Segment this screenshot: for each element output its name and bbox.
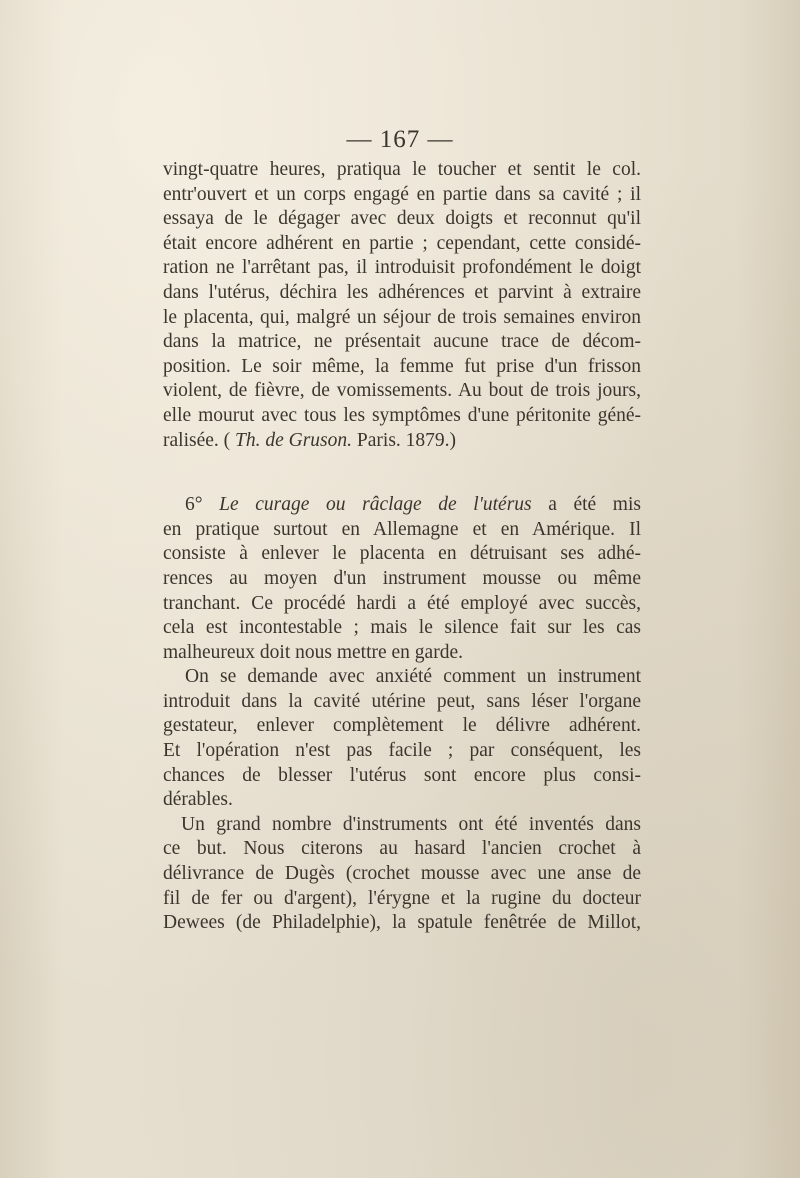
section-title: Le curage ou râclage de l'utérus <box>219 494 532 516</box>
text-line: cela est incontestable ; mais le silence fait sur les cas <box>163 617 641 639</box>
text-line: gestateur, enlever complètement le délivre adhérent. <box>163 715 641 737</box>
page-number: — 167 — <box>346 126 454 153</box>
text-line: tranchant. Ce procédé hardi a été employé avec succès, <box>163 592 641 614</box>
text-line: chances de blesser l'utérus sont encore plus consi- <box>163 764 641 786</box>
text-line: le placenta, qui, malgré un séjour de trois semaines environ <box>163 306 641 328</box>
text-line: Dewees (de Philadelphie), la spatule fenêtrée de Millot, <box>163 912 641 934</box>
text-line: consiste à enlever le placenta en détruisant ses adhé- <box>163 543 641 565</box>
paragraph-continuation <box>163 158 641 453</box>
text-line: violent, de fièvre, de vomissements. Au bout de trois jours, <box>163 380 641 402</box>
body-text <box>163 158 641 936</box>
text-line: rences au moyen d'un instrument mousse ou même <box>163 567 641 589</box>
text-line: était encore adhérent en partie ; cependant, cette considé- <box>163 232 641 254</box>
paragraph-gap <box>163 453 641 493</box>
text-line: On se demande avec anxiété comment un instrument <box>185 666 641 688</box>
text-line: ce but. Nous citerons au hasard l'ancien crochet à <box>163 838 641 860</box>
section-number: 6° <box>185 494 220 516</box>
text-line: position. Le soir même, la femme fut prise d'un frisson <box>163 355 641 377</box>
text-line: fil de fer ou d'argent), l'érygne et la rugine du docteur <box>163 887 641 909</box>
section-heading-line <box>163 493 641 518</box>
citation-prefix: ralisée. ( <box>163 429 236 451</box>
text-line: dérables. <box>163 789 233 811</box>
text-line: dans la matrice, ne présentait aucune trace de décom- <box>163 331 641 353</box>
text-line: entr'ouvert et un corps engagé en partie dans sa cavité ; il <box>163 183 641 205</box>
text-line: vingt-quatre heures, pratiqua le toucher et sentit le col. <box>163 159 641 180</box>
section-heading-tail: a été mis <box>531 494 641 516</box>
text-line: Et l'opération n'est pas facile ; par conséquent, les <box>163 740 641 762</box>
paragraph-curage <box>163 493 641 665</box>
text-line: elle mourut avec tous les symptômes d'une péritonite géné- <box>163 404 641 426</box>
citation-line <box>163 429 641 454</box>
paragraph-instruments <box>163 813 641 936</box>
text-line: introduit dans la cavité utérine peut, sans léser l'organe <box>163 690 641 712</box>
text-line: malheureux doit nous mettre en garde. <box>163 641 463 663</box>
citation-suffix: Paris. 1879.) <box>352 429 457 451</box>
text-line: délivrance de Dugès (crochet mousse avec une anse de <box>163 863 641 885</box>
text-line: Un grand nombre d'instruments ont été inventés dans <box>181 813 641 835</box>
citation-title: Th. de Gruson. <box>235 429 353 451</box>
paragraph-anxiety <box>163 665 641 813</box>
text-line: en pratique surtout en Allemagne et en Amérique. Il <box>163 518 641 540</box>
text-line: dans l'utérus, déchira les adhérences et parvint à extraire <box>163 281 641 303</box>
text-line: essaya de le dégager avec deux doigts et reconnut qu'il <box>163 208 641 230</box>
text-line: ration ne l'arrêtant pas, il introduisit profondément le doigt <box>163 257 641 279</box>
